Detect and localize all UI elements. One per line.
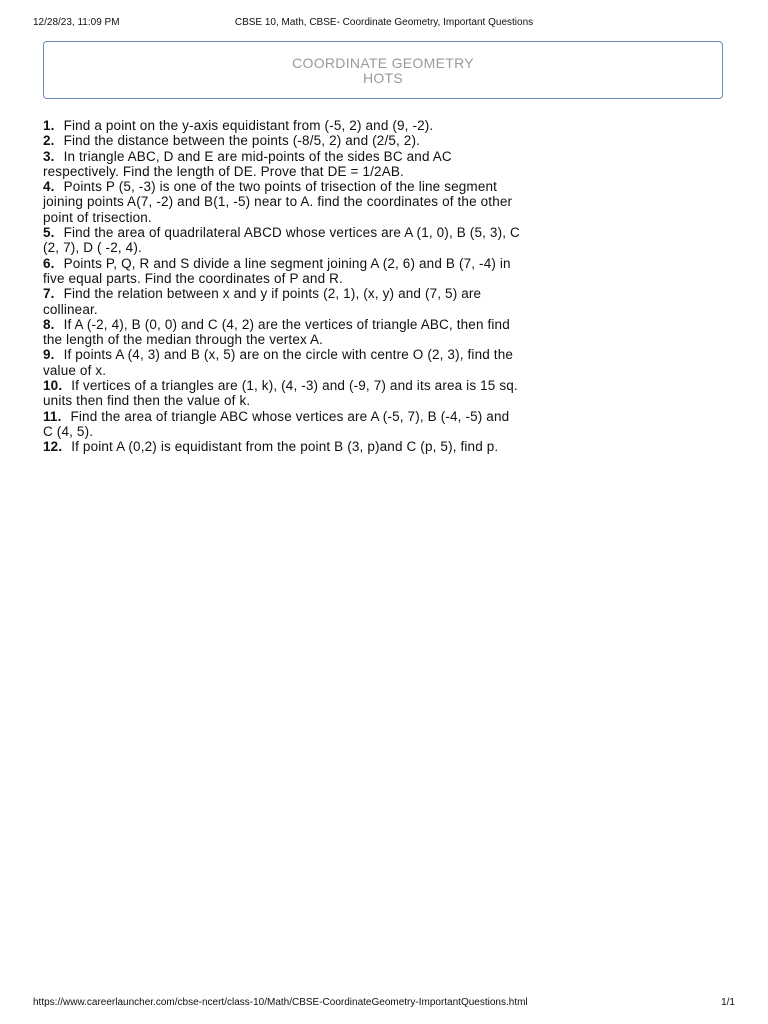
question-number: 2. [43,133,55,149]
question-item [43,118,523,133]
question-number: 12. [43,439,63,455]
question-item [43,179,523,225]
print-page-title: CBSE 10, Math, CBSE- Coordinate Geometry, Important Questions [234,17,534,28]
question-number: 9. [43,347,55,363]
question-text: If point A (0,2) is equidistant from the point B (3, p)and C (p, 5), find p. [71,439,499,455]
question-item [43,133,523,148]
question-text: Find the area of quadrilateral ABCD whose vertices are A (1, 0), B (5, 3), C (2, 7), D ( -2, 4). [43,225,520,256]
question-item [43,317,523,348]
question-text: If A (-2, 4), B (0, 0) and C (4, 2) are the vertices of triangle ABC, then find the length of the median through the vertex A. [43,316,510,348]
question-number: 4. [43,179,55,195]
question-text: Points P, Q, R and S divide a line segment joining A (2, 6) and B (7, -4) in five equal parts. Find the coordinates of P and R. [43,255,511,286]
question-text: If points A (4, 3) and B (x, 5) are on the circle with centre O (2, 3), find the value of x. [43,347,514,378]
question-item [43,256,523,287]
print-footer [33,996,735,1010]
question-number: 1. [43,118,55,133]
question-number: 11. [43,408,62,424]
question-text: Find the relation between x and y if points (2, 1), (x, y) and (7, 5) are collinear. [43,286,482,317]
print-header [33,16,735,30]
question-text: Find the area of triangle ABC whose vertices are A (-5, 7), B (-4, -5) and C (4, 5). [43,408,510,439]
print-datetime: 12/28/23, 11:09 PM [33,17,120,28]
question-item [43,347,523,378]
question-item [43,409,523,440]
question-text: Points P (5, -3) is one of the two points of trisection of the line segment joining points A(7, -2) and B(1, -5) near to A. find the coordinates of the other point of trisection. [43,179,513,225]
question-number: 6. [43,255,55,271]
page-number: 1/1 [721,997,735,1008]
question-text: In triangle ABC, D and E are mid-points of the sides BC and AC respectively. Find the length of DE. Prove that DE = 1/2AB. [43,148,452,179]
question-item [43,439,523,454]
section-title-box [43,41,723,99]
section-title: COORDINATE GEOMETRY [292,55,474,71]
question-item [43,149,523,180]
question-number: 3. [43,148,55,164]
question-list [43,118,523,455]
question-item [43,378,523,409]
question-text: Find the distance between the points (-8/5, 2) and (2/5, 2). [63,133,421,149]
section-subtitle: HOTS [362,70,404,86]
question-item [43,286,523,317]
question-number: 10. [43,378,63,394]
question-number: 5. [43,225,55,241]
question-number: 7. [43,286,55,302]
question-item [43,225,523,256]
question-text: If vertices of a triangles are (1, k), (4, -3) and (-9, 7) and its area is 15 sq. units then find then the value of k. [43,378,518,409]
question-number: 8. [43,316,55,332]
source-url: https://www.careerlauncher.com/cbse-ncert/class-10/Math/CBSE-CoordinateGeometry-ImportantQuestions.html [33,997,528,1008]
question-text: Find a point on the y-axis equidistant from (-5, 2) and (9, -2). [63,118,434,133]
